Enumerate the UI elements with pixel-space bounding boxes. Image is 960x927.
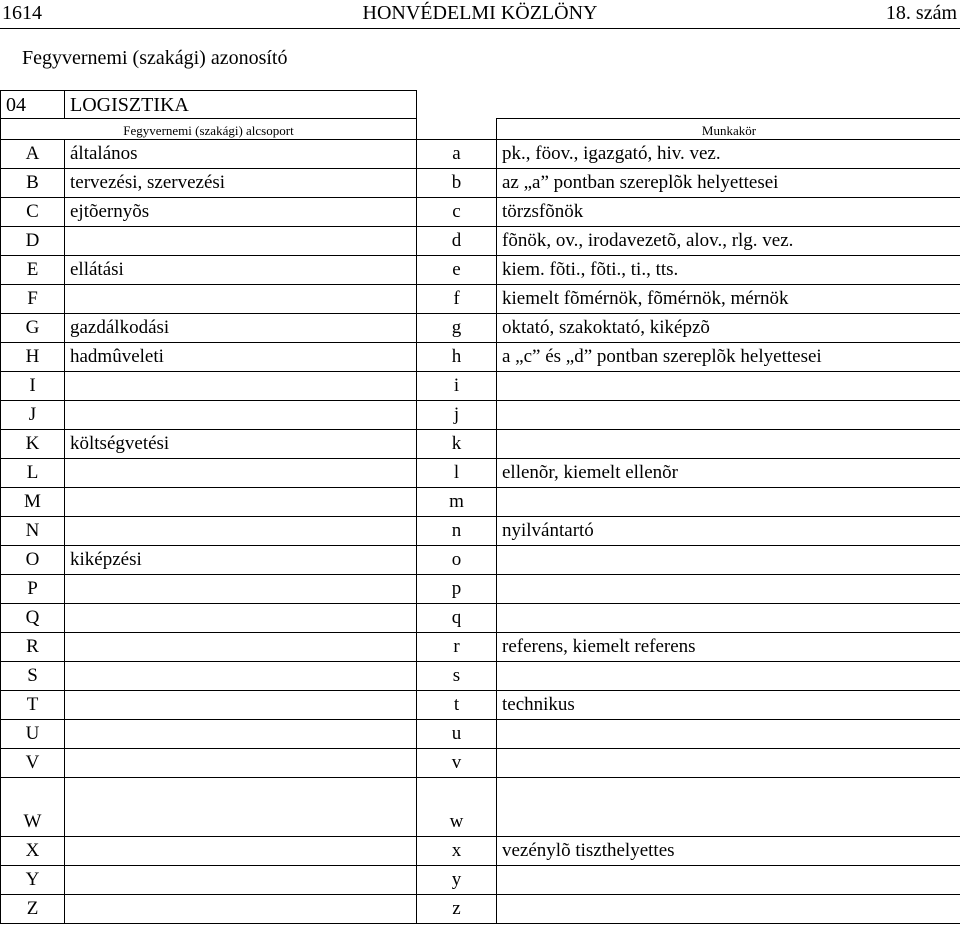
role-code: y xyxy=(417,866,497,895)
subgroup-name xyxy=(65,837,417,866)
role-name xyxy=(497,546,960,575)
subgroup-code: Y xyxy=(1,866,65,895)
subgroup-code: X xyxy=(1,837,65,866)
code-table xyxy=(0,90,960,924)
spacer-cell xyxy=(1,778,65,809)
category-row xyxy=(1,91,960,119)
subgroup-code: V xyxy=(1,749,65,778)
role-code: r xyxy=(417,633,497,662)
subgroup-code: B xyxy=(1,169,65,198)
role-code: u xyxy=(417,720,497,749)
subgroup-name xyxy=(65,633,417,662)
table-row xyxy=(1,808,960,837)
role-code: i xyxy=(417,372,497,401)
role-name: törzsfõnök xyxy=(497,198,960,227)
subgroup-code: T xyxy=(1,691,65,720)
table-row xyxy=(1,140,960,169)
column-header-row xyxy=(1,119,960,140)
subgroup-code: U xyxy=(1,720,65,749)
role-name: nyilvántartó xyxy=(497,517,960,546)
role-code: o xyxy=(417,546,497,575)
subgroup-code: F xyxy=(1,285,65,314)
role-code: a xyxy=(417,140,497,169)
subgroup-code: Q xyxy=(1,604,65,633)
role-name xyxy=(497,401,960,430)
table-row xyxy=(1,866,960,895)
subgroup-name xyxy=(65,285,417,314)
subgroup-code: J xyxy=(1,401,65,430)
role-name: referens, kiemelt referens xyxy=(497,633,960,662)
table-row xyxy=(1,488,960,517)
table-row xyxy=(1,198,960,227)
role-name: pk., föov., igazgató, hiv. vez. xyxy=(497,140,960,169)
subgroup-name xyxy=(65,691,417,720)
role-code: q xyxy=(417,604,497,633)
table-row xyxy=(1,430,960,459)
role-name: kiemelt fõmérnök, fõmérnök, mérnök xyxy=(497,285,960,314)
table-row xyxy=(1,401,960,430)
table-row xyxy=(1,691,960,720)
subgroup-code: G xyxy=(1,314,65,343)
role-name xyxy=(497,749,960,778)
subgroup-name: ellátási xyxy=(65,256,417,285)
section-subtitle: Fegyvernemi (szakági) azonosító xyxy=(22,47,288,69)
role-code: j xyxy=(417,401,497,430)
subgroup-name: ejtõernyõs xyxy=(65,198,417,227)
role-name xyxy=(497,662,960,691)
subgroup-name: gazdálkodási xyxy=(65,314,417,343)
table-row xyxy=(1,517,960,546)
role-name xyxy=(497,430,960,459)
table-row xyxy=(1,662,960,691)
role-name: oktató, szakoktató, kiképzõ xyxy=(497,314,960,343)
role-code: v xyxy=(417,749,497,778)
subgroup-name xyxy=(65,517,417,546)
subgroup-name xyxy=(65,866,417,895)
category-name: LOGISZTIKA xyxy=(65,91,417,119)
subgroup-code: I xyxy=(1,372,65,401)
role-name: ellenõr, kiemelt ellenõr xyxy=(497,459,960,488)
role-name xyxy=(497,720,960,749)
table-row xyxy=(1,314,960,343)
spacer-cell xyxy=(417,778,497,809)
role-code: g xyxy=(417,314,497,343)
role-code: x xyxy=(417,837,497,866)
subgroup-code: E xyxy=(1,256,65,285)
subgroup-code: K xyxy=(1,430,65,459)
subgroup-code: A xyxy=(1,140,65,169)
subgroup-name xyxy=(65,401,417,430)
table-row xyxy=(1,459,960,488)
column-header-role: Munkakör xyxy=(497,119,960,140)
subgroup-code: M xyxy=(1,488,65,517)
role-name: a „c” és „d” pontban szereplõk helyettesei xyxy=(497,343,960,372)
role-name: technikus xyxy=(497,691,960,720)
role-code: l xyxy=(417,459,497,488)
subgroup-name xyxy=(65,604,417,633)
subgroup-name xyxy=(65,227,417,256)
table-row xyxy=(1,749,960,778)
subgroup-name: tervezési, szervezési xyxy=(65,169,417,198)
role-code: b xyxy=(417,169,497,198)
role-code: c xyxy=(417,198,497,227)
subgroup-name xyxy=(65,808,417,837)
role-code: p xyxy=(417,575,497,604)
role-name: az „a” pontban szereplõk helyettesei xyxy=(497,169,960,198)
role-name xyxy=(497,808,960,837)
subgroup-code: O xyxy=(1,546,65,575)
subgroup-name xyxy=(65,488,417,517)
subgroup-code: L xyxy=(1,459,65,488)
role-name xyxy=(497,866,960,895)
page-header xyxy=(0,0,960,29)
role-name xyxy=(497,488,960,517)
table-row xyxy=(1,895,960,924)
subgroup-name xyxy=(65,575,417,604)
subgroup-code: R xyxy=(1,633,65,662)
table-row xyxy=(1,720,960,749)
subgroup-code: C xyxy=(1,198,65,227)
subgroup-name xyxy=(65,720,417,749)
subgroup-name xyxy=(65,749,417,778)
role-code: d xyxy=(417,227,497,256)
publication-title: HONVÉDELMI KÖZLÖNY xyxy=(362,2,598,24)
subgroup-code: H xyxy=(1,343,65,372)
role-code: e xyxy=(417,256,497,285)
subgroup-name xyxy=(65,895,417,924)
table-row xyxy=(1,604,960,633)
subgroup-name: hadmûveleti xyxy=(65,343,417,372)
table-row xyxy=(1,633,960,662)
subgroup-code: Z xyxy=(1,895,65,924)
table-row xyxy=(1,256,960,285)
table-row xyxy=(1,837,960,866)
issue-number: 18. szám xyxy=(885,2,957,24)
subgroup-code: W xyxy=(1,808,65,837)
role-name: kiem. fõti., fõti., ti., tts. xyxy=(497,256,960,285)
role-code: t xyxy=(417,691,497,720)
table-row xyxy=(1,343,960,372)
subgroup-name: kiképzési xyxy=(65,546,417,575)
role-code: f xyxy=(417,285,497,314)
role-name xyxy=(497,895,960,924)
role-name xyxy=(497,604,960,633)
role-code: w xyxy=(417,808,497,837)
page-number: 1614 xyxy=(2,2,42,24)
table-row xyxy=(1,285,960,314)
subgroup-name: költségvetési xyxy=(65,430,417,459)
role-name: fõnök, ov., irodavezetõ, alov., rlg. vez. xyxy=(497,227,960,256)
column-header-spacer xyxy=(417,119,497,140)
subgroup-code: D xyxy=(1,227,65,256)
role-code: h xyxy=(417,343,497,372)
table-row xyxy=(1,227,960,256)
category-blank xyxy=(417,91,960,119)
row-spacer xyxy=(1,778,960,809)
role-name xyxy=(497,575,960,604)
spacer-cell xyxy=(65,778,417,809)
role-code: s xyxy=(417,662,497,691)
subgroup-name xyxy=(65,459,417,488)
role-code: z xyxy=(417,895,497,924)
role-name xyxy=(497,372,960,401)
subgroup-name xyxy=(65,372,417,401)
role-name: vezénylõ tiszthelyettes xyxy=(497,837,960,866)
role-code: m xyxy=(417,488,497,517)
spacer-cell xyxy=(497,778,960,809)
subgroup-name xyxy=(65,662,417,691)
table-row xyxy=(1,546,960,575)
role-code: n xyxy=(417,517,497,546)
subgroup-code: N xyxy=(1,517,65,546)
table-row xyxy=(1,372,960,401)
role-code: k xyxy=(417,430,497,459)
subgroup-code: P xyxy=(1,575,65,604)
table-row xyxy=(1,575,960,604)
category-code: 04 xyxy=(1,91,65,119)
column-header-subgroup: Fegyvernemi (szakági) alcsoport xyxy=(1,119,417,140)
table-row xyxy=(1,169,960,198)
subgroup-code: S xyxy=(1,662,65,691)
subgroup-name: általános xyxy=(65,140,417,169)
